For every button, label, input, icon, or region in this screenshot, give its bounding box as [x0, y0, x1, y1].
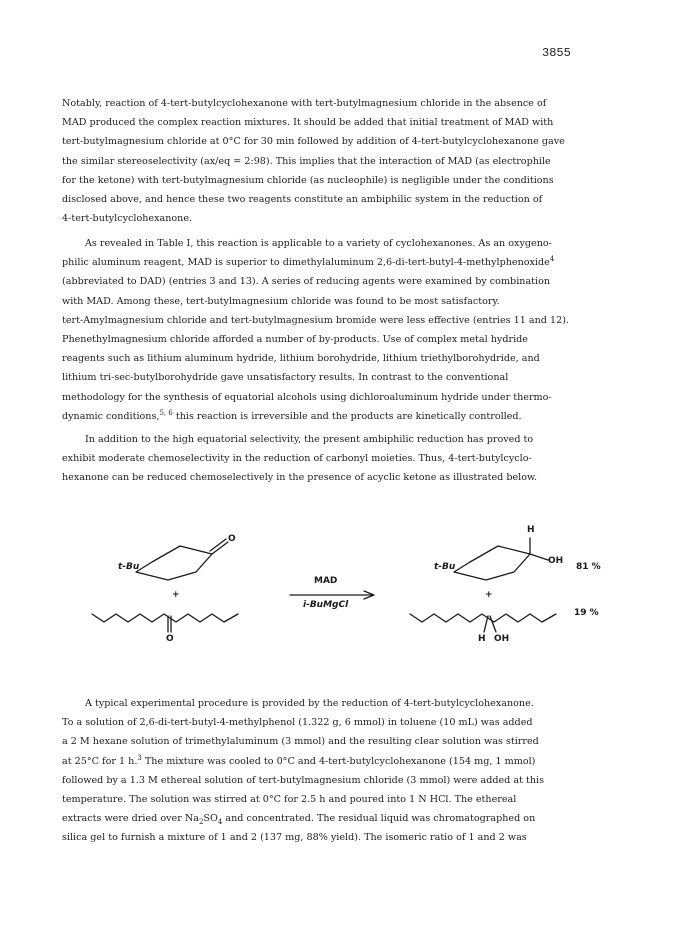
scheme-structures [0, 520, 680, 670]
text-line: 4-tert-butylcyclohexanone. [62, 213, 193, 225]
tbu-label-left: t-Bu [118, 562, 140, 572]
alcohol-oh-bond [490, 616, 496, 632]
text-span: SO [203, 813, 218, 825]
text-line: a 2 M hexane solution of trimethylaluminum (3 mmol) and the resulting clear solution was stirred [62, 736, 539, 748]
plus-sign-left: + [172, 590, 180, 600]
text-line: for the ketone) with tert-butylmagnesium chloride (as nucleophile) is negligible under the conditions [62, 174, 554, 186]
text-span: and concentrated. The residual liquid was chromatographed on [222, 813, 536, 825]
text-line: temperature. The solution was stirred at 0°C for 2.5 h and poured into 1 N HCl. The ethereal [62, 793, 517, 805]
text-line: To a solution of 2,6-di-tert-butyl-4-methylphenol (1.322 g, 6 mmol) in toluene (10 mL) was added [62, 717, 533, 729]
text-line: A typical experimental procedure is provided by the reduction of 4-tert-butylcyclohexanone. [85, 698, 534, 709]
h-label-bottom: H [478, 634, 486, 644]
acyclic-ketone-chain [92, 614, 238, 622]
text-line: disclosed above, and hence these two reagents constitute an ambiphilic system in the reduction of [62, 193, 543, 205]
text-line: silica gel to furnish a mixture of 1 and 2 (137 mg, 88% yield). The isomeric ratio of 1 and 2 was [62, 832, 527, 844]
paragraph-3 [62, 430, 622, 488]
text-line [62, 809, 622, 828]
reagent-grignard: i-BuMgCl [303, 600, 349, 610]
oh-bond [530, 554, 548, 560]
text-span: this reaction is irreversible and the products are kinetically controlled. [172, 410, 522, 422]
text-line: (abbreviated to DAD) (entries 3 and 13). A series of reducing agents were examined by combination [62, 276, 551, 288]
text-span: philic aluminum reagent, MAD is superior to dimethylaluminum 2,6-di-tert-butyl-4-methylphenoxide [62, 257, 550, 269]
acyclic-alcohol-chain [410, 614, 556, 622]
citation-superscript: 3 [137, 753, 142, 762]
text-line: Phenethylmagnesium chloride afforded a number of by-products. Use of complex metal hydride [62, 333, 528, 345]
yield-label-bottom: 19 % [574, 608, 599, 618]
text-line: MAD produced the complex reaction mixtures. It should be added that initial treatment of MAD with [62, 117, 554, 129]
plus-sign-right: + [485, 590, 493, 600]
text-line: In addition to the high equatorial selectivity, the present ambiphilic reduction has proved to [85, 434, 534, 445]
text-line: with MAD. Among these, tert-butylmagnesium chloride was found to be most satisfactory. [62, 295, 500, 307]
text-line: tert-Amylmagnesium chloride and tert-butylmagnesium bromide were less effective (entries 11 and 12). [62, 314, 569, 326]
oh-label-top: OH [548, 556, 564, 566]
citation-superscript: 5, 6 [159, 408, 173, 417]
text-line: Notably, reaction of 4-tert-butylcyclohexanone with tert-butylmagnesium chloride in the absence of [62, 98, 547, 109]
reagent-mad: MAD [314, 576, 338, 586]
tbu-label-right: t-Bu [434, 562, 456, 572]
page-number: 3855 [542, 46, 571, 60]
text-line: hexanone can be reduced chemoselectively in the presence of acyclic ketone as illustrated below. [62, 472, 538, 484]
text-span: The mixture was cooled to 0°C and 4-tert-butylcyclohexanone (154 mg, 1 mmol) [141, 755, 536, 767]
text-line: methodology for the synthesis of equatorial alcohols using dichloroaluminum hydride under thermo- [62, 391, 552, 403]
text-line: followed by a 1.3 M ethereal solution of tert-butylmagnesium chloride (3 mmol) were added at this [62, 774, 545, 786]
citation-superscript: 4 [549, 255, 555, 263]
reaction-scheme [0, 520, 680, 670]
paragraph-2 [62, 234, 622, 426]
text-line: As revealed in Table I, this reaction is applicable to a variety of cyclohexanones. As an oxygeno- [85, 238, 552, 249]
oh-label-bottom: OH [494, 634, 510, 644]
paragraph-4 [62, 694, 622, 848]
ketone-o-label: O [166, 634, 174, 644]
cyclohexanone-ring [136, 546, 212, 580]
paragraph-1 [62, 94, 622, 228]
alcohol-h-bond [484, 616, 488, 632]
text-span: extracts were dried over Na [62, 813, 199, 825]
h-label-top: H [527, 525, 535, 535]
text-line: exhibit moderate chemoselectivity in the reduction of carbonyl moieties. Thus, 4-tert-butylcyclo- [62, 453, 532, 465]
text-span: at 25°C for 1 h. [62, 755, 138, 767]
subscript: 2 [198, 818, 204, 827]
text-line: the similar stereoselectivity (ax/eq = 2:98). This implies that the interaction of MAD (as electrophile [62, 155, 551, 167]
text-line: tert-butylmagnesium chloride at 0°C for 30 min followed by addition of 4-tert-butylcyclohexanone gave [62, 136, 565, 148]
yield-label-top: 81 % [576, 562, 601, 572]
text-line [62, 752, 622, 771]
cyclohexanol-ring [454, 546, 530, 580]
text-line: lithium tri-sec-butylborohydride gave unsatisfactory results. In contrast to the conventional [62, 372, 509, 384]
text-line: reagents such as lithium aluminum hydride, lithium borohydride, lithium triethylborohydride, and [62, 353, 540, 365]
text-line [62, 253, 622, 272]
text-span: dynamic conditions, [62, 410, 160, 422]
text-line [62, 407, 622, 426]
subscript: 4 [217, 818, 223, 827]
carbonyl-o-label: O [228, 534, 236, 544]
